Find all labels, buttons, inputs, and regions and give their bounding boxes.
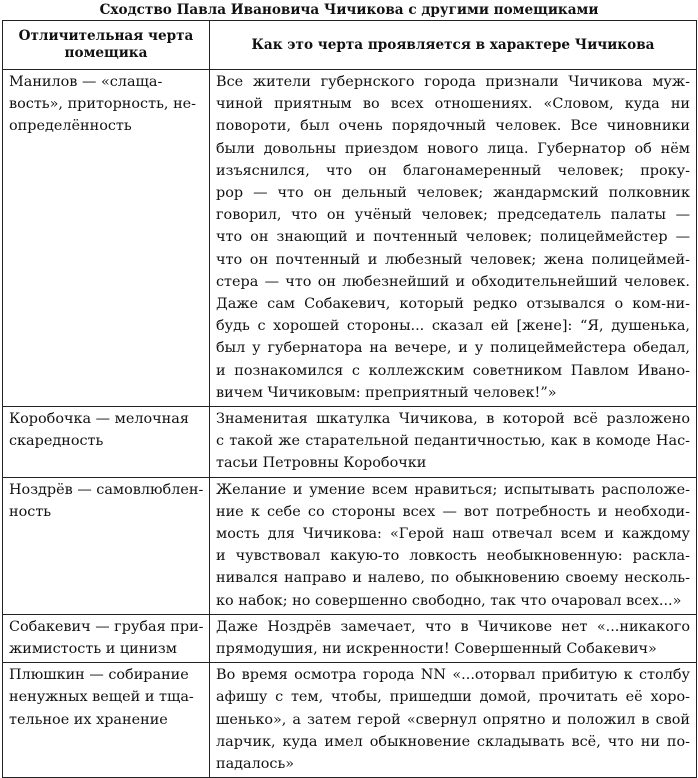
trait-line: тельное их хранение (9, 711, 168, 728)
trait-line: Собакевич — грубая при- (9, 618, 204, 635)
trait-line: вость», приторность, не- (9, 96, 197, 113)
manifestation-line: и познакомился с коллежским советником Павлом Ивано- (216, 362, 690, 379)
manifestation-line: ние к себе со стороны всех — вот потребность и необходи- (216, 503, 690, 520)
manifestation-line: что он знающий и почтенный человек; полицеймейстер — (216, 229, 690, 246)
manifestation-line: тасьи Петровны Коробочки (216, 455, 427, 472)
manifestation-line: с такой же старательной педантичностью, как в комоде Нас- (216, 433, 690, 450)
manifestation-line: был у губернатора на вечере, и у полицеймейстера обедал, (216, 340, 690, 357)
trait-line: скаредность (9, 433, 104, 450)
table-row (3, 477, 697, 614)
manifestation-line: падалось» (216, 756, 295, 773)
trait-line: жимистость и цинизм (9, 641, 177, 658)
manifestation-line: что он почтенный и любезный человек; жена полицеймей- (216, 251, 690, 268)
trait-line: Манилов — «слаща- (9, 74, 163, 90)
manifestation-line: Даже Ноздрёв замечает, что в Чичикове нет «...никакого (216, 618, 690, 635)
trait-line: определённость (9, 118, 132, 135)
manifestation-line: Желание и умение всем нравиться; испытывать расположе- (216, 481, 690, 498)
table-row (3, 407, 697, 478)
manifestation-line: Во время осмотра города NN «...оторвал прибитую к столбу (216, 667, 690, 684)
header-row (3, 21, 697, 70)
manifestation-line: и чувствовал какую-то ловкость необыкновенную: раскла- (216, 548, 690, 565)
trait-cell (3, 614, 210, 662)
manifestation-line: Даже сам Собакевич, который редко отзывался о ком-ни- (216, 296, 690, 313)
trait-line: Ноздрёв — самовлюблен- (9, 481, 204, 498)
manifestation-line: прямодушия, ни искренности! Совершенный Собакевич» (216, 641, 657, 658)
trait-line: Плюшкин — собирание (9, 667, 189, 684)
header-trait-line: Отличительная черта (18, 28, 194, 44)
header-trait (3, 21, 210, 70)
manifestation-line: повороти, был очень порядочный человек. Все чиновники (216, 118, 690, 135)
manifestation-line: говорил, что он учёный человек; председатель палаты — (216, 207, 690, 224)
table-row (3, 70, 697, 407)
manifestation-line: вичем Чичиковым: преприятный человек!”» (216, 384, 557, 401)
manifestation-cell (210, 70, 697, 407)
manifestation-cell (210, 477, 697, 614)
trait-line: ненужных вещей и тща- (9, 689, 194, 706)
manifestation-line: мость для Чичикова: «Герой наш отвечал всем и каждому (216, 526, 690, 543)
trait-cell (3, 477, 210, 614)
trait-cell (3, 70, 210, 407)
manifestation-line: шенько», а затем герой «свернул опрятно и положил в свой (216, 711, 690, 728)
manifestation-line: были довольны приездом нового лица. Губернатор об нём (216, 140, 690, 157)
manifestation-line: афишу с тем, чтобы, пришедши домой, прочитать её хоро- (216, 689, 690, 706)
trait-line: Коробочка — мелочная (9, 411, 189, 428)
manifestation-line: ларчик, куда имел обыкновение складывать всё, что ни по- (216, 733, 690, 750)
manifestation-cell (210, 407, 697, 478)
manifestation-line: изъяснился, что он благонамеренный человек; проку- (216, 162, 690, 179)
manifestation-line: нивался направо и налево, по обыкновению своему несколь- (216, 570, 690, 587)
table-row (3, 614, 697, 662)
table-title: Сходство Павла Ивановича Чичикова с другими помещиками (99, 2, 599, 18)
manifestation-line: стера — что он любезнейший и обходительнейший человек. (216, 273, 690, 290)
trait-line: ность (9, 503, 52, 520)
header-manifestation: Как это черта проявляется в характере Чичикова (210, 21, 697, 70)
manifestation-line: ко набок; но совершенно свободно, так что очаровал всех...» (216, 592, 682, 609)
trait-cell (3, 407, 210, 478)
manifestation-line: Знаменитая шкатулка Чичикова, в которой всё разложено (216, 411, 690, 428)
table-row (3, 663, 697, 778)
header-trait-line: помещика (64, 45, 148, 61)
manifestation-cell (210, 614, 697, 662)
manifestation-line: чиной приятным во всех отношениях. «Словом, куда ни (216, 96, 690, 113)
manifestation-line: рор — что он дельный человек; жандармский полковник (216, 185, 690, 202)
trait-cell (3, 663, 210, 778)
comparison-table (2, 20, 697, 778)
manifestation-line: будь с хорошей стороны... сказал ей [жене]: “Я, душенька, (216, 318, 690, 335)
manifestation-cell (210, 663, 697, 778)
manifestation-line: Все жители губернского города признали Чичикова муж- (216, 74, 690, 90)
